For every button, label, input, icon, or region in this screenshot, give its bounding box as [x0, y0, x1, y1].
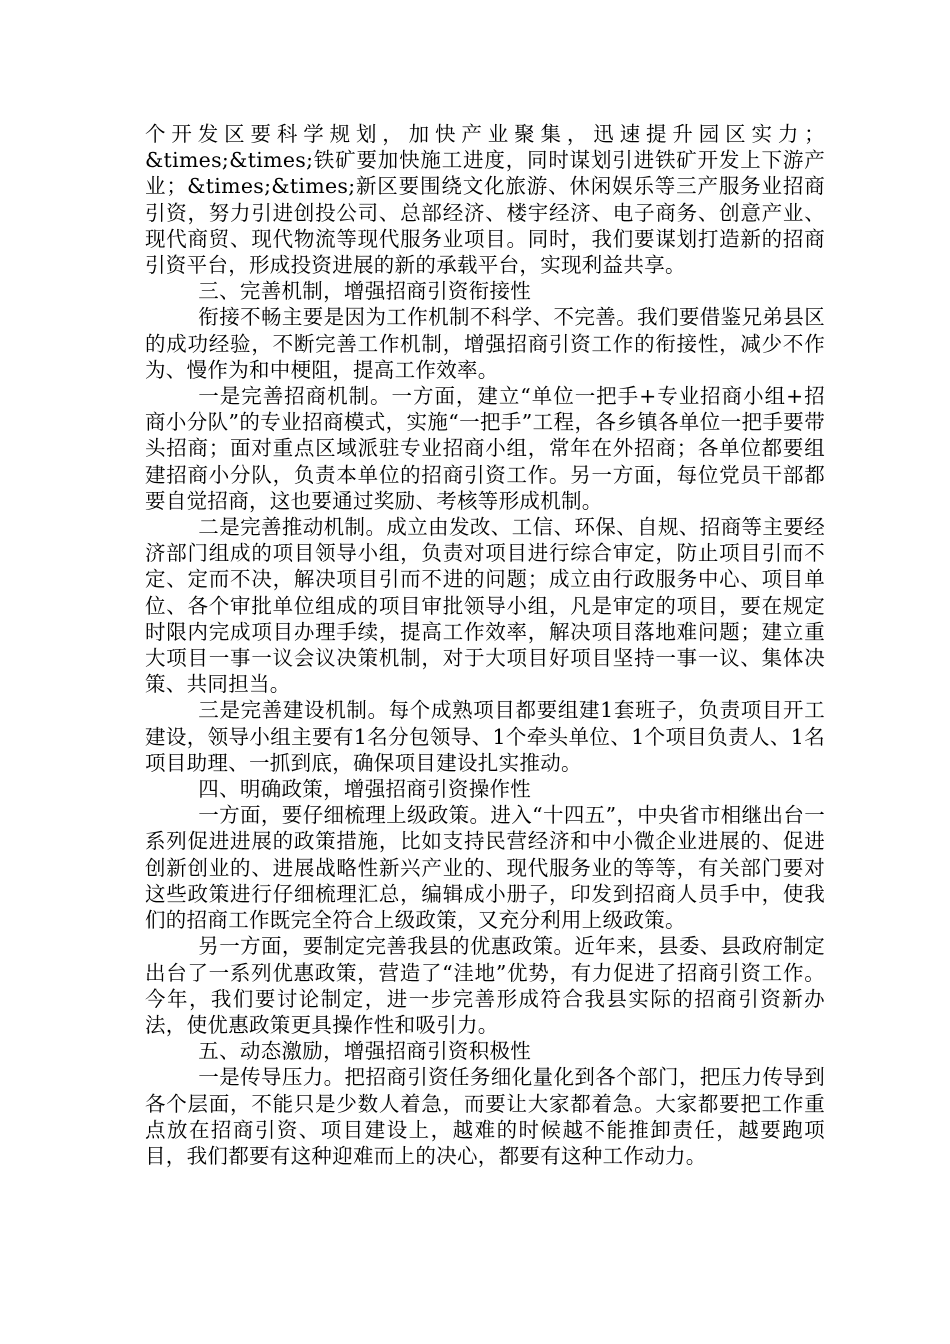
paragraph: 另一方面，要制定完善我县的优惠政策。近年来，县委、县政府制定出台了一系列优惠政策，营造了“洼地”优势，有力促进了招商引资工作。今年，我们要讨论制定，进一步完善形成符合我县实际的招商引资新办法，使优惠政策更具操作性和吸引力。 [145, 934, 825, 1037]
section-heading-4: 四、明确政策，增强招商引资操作性 [198, 777, 532, 802]
paragraph: 一是完善招商机制。一方面，建立“单位一把手+专业招商小组+招商小分队”的专业招商模式，实施“一把手”工程，各乡镇各单位一把手要带头招商；面对重点区域派驻专业招商小组，常年在外招商；各单位都要组建招商小分队，负责本单位的招商引资工作。另一方面，每位党员干部都要自觉招商，这也要通过奖励、考核等形成机制。 [145, 384, 825, 513]
paragraph-continued: 个开发区要科学规划，加快产业聚集，迅速提升园区实力；&times;&times;铁矿要加快施工进度，同时谋划引进铁矿开发上下游产业；&times;&times;新区要围绕文化旅游、休闲娱乐等三产服务业招商引资，努力引进创投公司、总部经济、楼宇经济、电子商务、创意产业、现代商贸、现代物流等现代服务业项目。同时，我们要谋划打造新的招商引资平台，形成投资进展的新的承载平台，实现利益共享。 [145, 122, 825, 278]
section-heading-3: 三、完善机制，增强招商引资衔接性 [198, 279, 532, 304]
paragraph: 二是完善推动机制。成立由发改、工信、环保、自规、招商等主要经济部门组成的项目领导小组，负责对项目进行综合审定，防止项目引而不定、定而不决，解决项目引而不进的问题；成立由行政服务中心、项目单位、各个审批单位组成的项目审批领导小组，凡是审定的项目，要在规定时限内完成项目办理手续，提高工作效率，解决项目落地难问题；建立重大项目一事一议会议决策机制，对于大项目好项目坚持一事一议、集体决策、共同担当。 [145, 515, 825, 697]
paragraph: 三是完善建设机制。每个成熟项目都要组建1套班子，负责项目开工建设，领导小组主要有1名分包领导、1个牵头单位、1个项目负责人、1名项目助理、一抓到底，确保项目建设扎实推动。 [145, 698, 825, 775]
section-heading-5: 五、动态激励，增强招商引资积极性 [198, 1039, 532, 1064]
document-body [145, 121, 825, 1169]
paragraph: 一是传导压力。把招商引资任务细化量化到各个部门，把压力传导到各个层面，不能只是少数人着急，而要让大家都着急。大家都要把工作重点放在招商引资、项目建设上，越难的时候越不能推卸责任，越要跑项目，我们都要有这种迎难而上的决心，都要有这种工作动力。 [145, 1065, 825, 1168]
paragraph: 一方面，要仔细梳理上级政策。进入“十四五”，中央省市相继出台一系列促进进展的政策措施，比如支持民营经济和中小微企业进展的、促进创新创业的、进展战略性新兴产业的、现代服务业的等等，有关部门要对这些政策进行仔细梳理汇总，编辑成小册子，印发到招商人员手中，使我们的招商工作既完全符合上级政策，又充分利用上级政策。 [145, 803, 825, 933]
paragraph: 衔接不畅主要是因为工作机制不科学、不完善。我们要借鉴兄弟县区的成功经验，不断完善工作机制，增强招商引资工作的衔接性，减少不作为、慢作为和中梗阻，提高工作效率。 [145, 305, 825, 382]
